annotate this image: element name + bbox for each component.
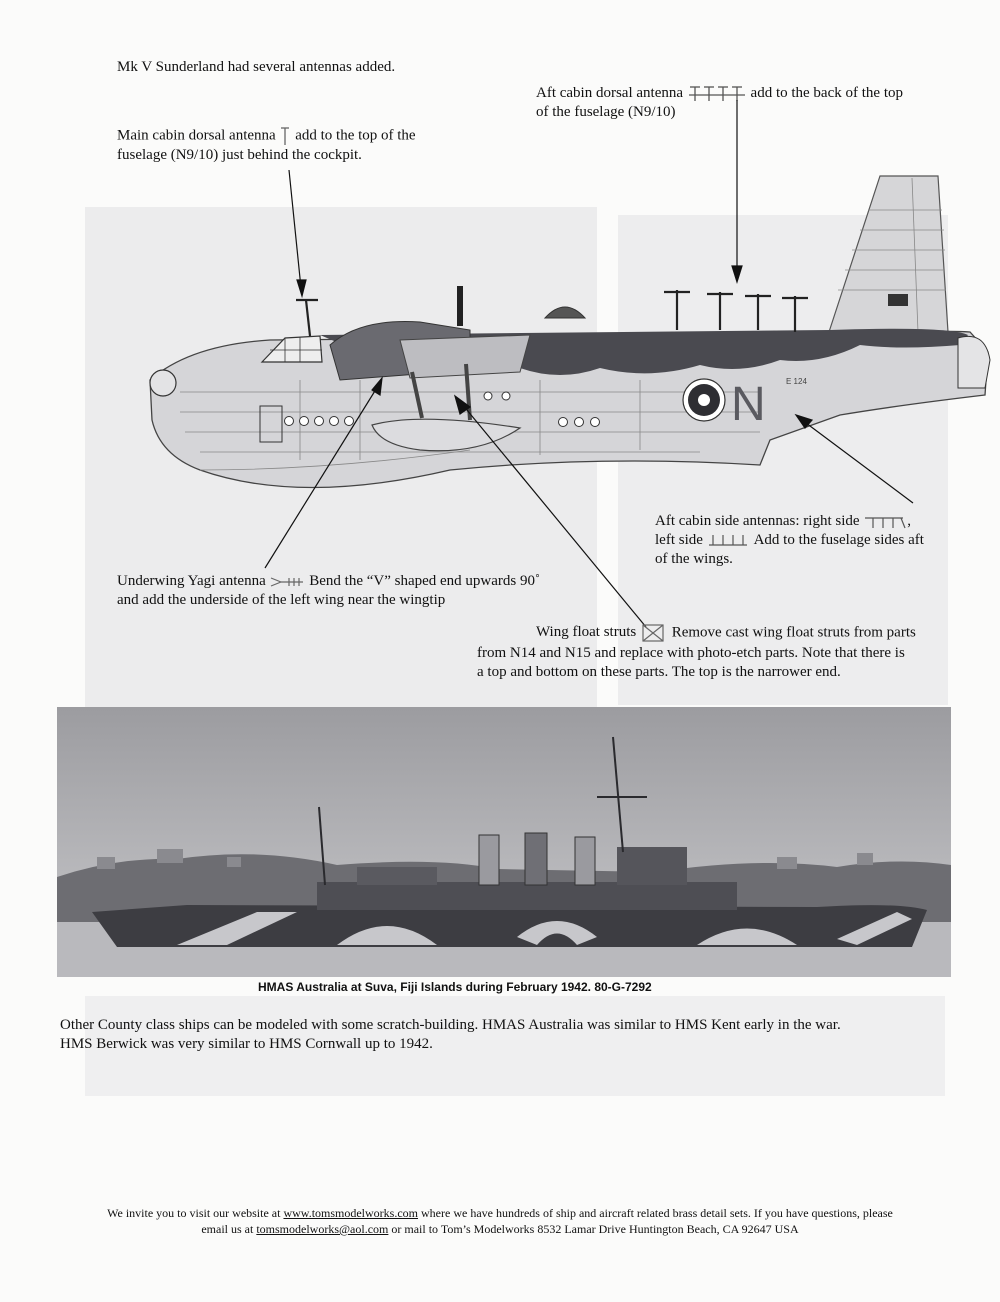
aft-dorsal-location: of the fuselage (N9/10) <box>536 104 676 120</box>
intro-text: Mk V Sunderland had several antennas added. <box>117 59 396 75</box>
struts-label: Wing float struts <box>536 624 637 641</box>
aircraft-serial: E 124 <box>786 377 807 386</box>
yagi-instruction: Bend the “V” shaped end upwards 90˚ <box>309 573 540 589</box>
aft-dorsal-instruction: add to the back of the top <box>750 85 903 101</box>
aft-side-instruction: Add to the fuselage sides aft <box>753 532 924 548</box>
aft-side-location: of the wings. <box>655 551 733 567</box>
ship-funnel-1 <box>479 835 499 885</box>
aft-dorsal-antennas <box>664 290 808 332</box>
nose-turret <box>150 370 176 396</box>
photo-caption: HMAS Australia at Suva, Fiji Islands during February 1942. 80-G-7292 <box>258 980 652 994</box>
footer-text-1: We invite you to visit our website at <box>107 1206 284 1220</box>
fin-flash <box>888 294 908 306</box>
tail-fin <box>828 176 948 335</box>
struts-note <box>477 622 916 682</box>
footer-text-4: or mail to Tom’s Modelworks 8532 Lamar Drive Huntington Beach, CA 92647 USA <box>388 1222 799 1236</box>
dorsal-turret <box>545 307 585 318</box>
astro-mast <box>457 286 463 326</box>
yagi-note <box>117 572 540 610</box>
footer <box>40 1205 960 1237</box>
struts-instruction: Remove cast wing float struts from parts <box>671 624 916 641</box>
aft-dorsal-label: Aft cabin dorsal antenna <box>536 85 684 101</box>
yagi-antenna-icon <box>269 576 305 588</box>
ship-photograph <box>57 707 951 977</box>
float-strut-icon <box>640 622 668 644</box>
ship-funnel-2 <box>525 833 547 885</box>
main-cabin-dorsal-antenna <box>296 300 318 336</box>
body-text <box>60 1016 841 1054</box>
ship-funnel-3 <box>575 837 595 885</box>
aft-side-label: Aft cabin side antennas: right side <box>655 513 860 529</box>
struts-note-orientation: a top and bottom on these parts. The top is the narrower end. <box>477 664 841 680</box>
email-link[interactable]: tomsmodelworks@aol.com <box>256 1222 389 1236</box>
footer-text-2: where we have hundreds of ship and aircraft related brass detail sets. If you have questions, please <box>418 1206 893 1220</box>
main-cabin-location: fuselage (N9/10) just behind the cockpit. <box>117 147 362 163</box>
yagi-label: Underwing Yagi antenna <box>117 573 266 589</box>
body-line-2: HMS Berwick was very similar to HMS Cornwall up to 1942. <box>60 1036 433 1052</box>
yagi-location: and add the underside of the left wing near the wingtip <box>117 592 446 608</box>
aircraft-code-letter: N <box>731 378 766 431</box>
website-link[interactable]: www.tomsmodelworks.com <box>283 1206 419 1220</box>
body-line-1: Other County class ships can be modeled with some scratch-building. HMAS Australia was similar to HMS Kent early in the war. <box>60 1017 841 1033</box>
tail-turret <box>958 336 990 388</box>
struts-detail: from N14 and N15 and replace with photo-etch parts. Note that there is <box>477 645 905 661</box>
right-side-antenna-icon <box>863 514 907 530</box>
main-cabin-label: Main cabin dorsal antenna <box>117 127 276 144</box>
left-side-label: left side <box>655 532 703 548</box>
left-side-antenna-icon <box>707 533 751 549</box>
footer-text-3: email us at <box>201 1222 257 1236</box>
aft-side-note: Aft cabin side antennas: right side , left side Add to the fuselage sides aft of the wings. <box>655 513 924 567</box>
main-cabin-instruction: add to the top of the <box>295 127 416 144</box>
ship-superstructure <box>317 882 737 910</box>
